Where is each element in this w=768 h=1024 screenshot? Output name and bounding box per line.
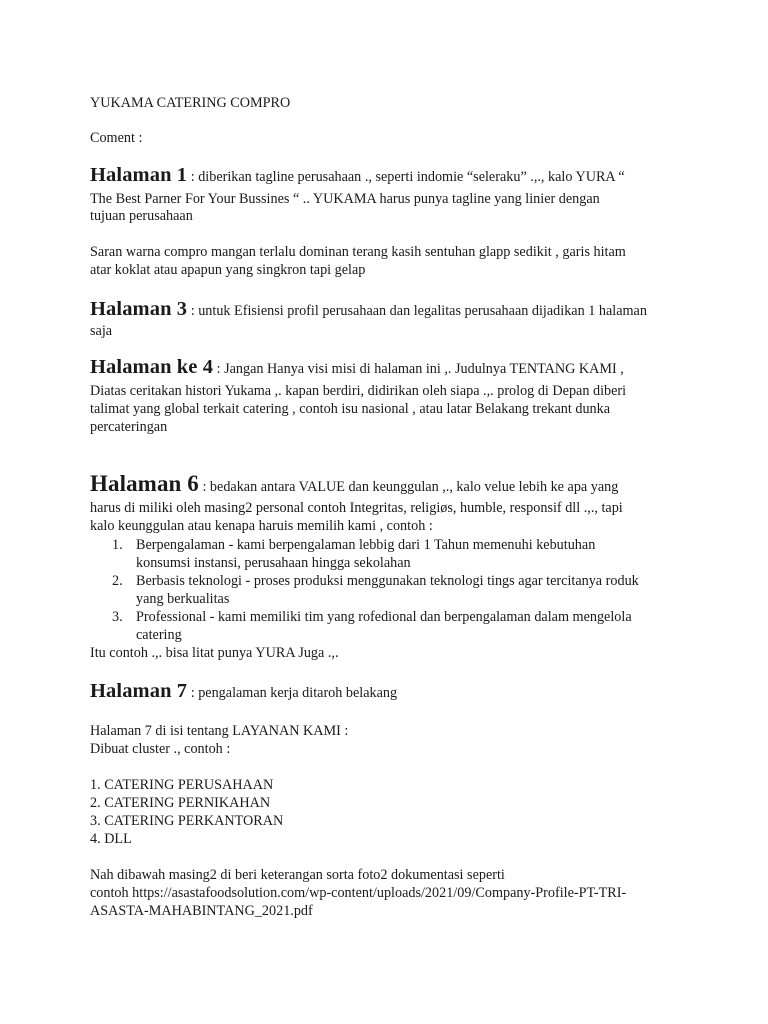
halaman-6-text: : bedakan antara VALUE dan keunggulan ,., kalo velue lebih ke apa yang [198,479,619,495]
list-item-line-1: Professional - kami memiliki tim yang rofedional dan berpengalaman dalam mengelola [136,609,632,625]
halaman-7-heading: Halaman 7 [90,680,188,702]
halaman-4-heading: Halaman ke 4 [90,356,214,378]
saran-line-1: Saran warna compro mangan terlalu dominan terang kasih sentuhan glapp sedikit , garis hitam [90,244,626,260]
halaman-6-heading: Halaman 6 [90,471,199,496]
halaman-6-after: Itu contoh .,. bisa litat punya YURA Juga .,. [90,645,339,661]
footer-line-3: ASASTA-MAHABINTANG_2021.pdf [90,903,313,919]
layanan-list-item: 1. CATERING PERUSAHAAN [90,777,274,793]
halaman-3-line-2: saja [90,323,113,339]
layanan-list-item: 3. CATERING PERKANTORAN [90,813,284,829]
list-item-line-1: Berbasis teknologi - proses produksi menggunakan teknologi tings agar tercitanya roduk [136,573,639,589]
layanan-list-item: 4. DLL [90,831,132,847]
list-item-line-2: yang berkualitas [136,591,230,607]
halaman-1-text: : diberikan tagline perusahaan ., seperti indomie “seleraku” .,., kalo YURA “ [187,169,625,185]
halaman-7-line-1 [90,680,398,702]
halaman-6-line-1 [90,471,619,496]
list-item-number: 2. [112,573,123,589]
list-item-number: 1. [112,537,123,553]
list-item-line-2: konsumsi instansi, perusahaan hingga sekolahan [136,555,411,571]
list-item-line-1: Berpengalaman - kami berpengalaman lebbig dari 1 Tahun memenuhi kebutuhan [136,537,596,553]
halaman-3-line-1 [90,298,647,320]
list-item-number: 3. [112,609,123,625]
halaman-4-line-3: talimat yang global terkait catering , contoh isu nasional , atau latar Belakang trekant dunka [90,401,611,417]
saran-line-2: atar koklat atau apapun yang singkron tapi gelap [90,262,366,278]
halaman-6-line-2: harus di miliki oleh masing2 personal contoh Integritas, religiøs, humble, responsif dll .,., tapi [90,500,623,516]
list-item-line-2: catering [136,627,182,643]
halaman-1-line-3: tujuan perusahaan [90,208,193,224]
layanan-line-1: Halaman 7 di isi tentang LAYANAN KAMI : [90,723,349,739]
footer-line-2: contoh https://asastafoodsolution.com/wp-content/uploads/2021/09/Company-Profile-PT-TRI- [90,885,627,901]
halaman-7-text: : pengalaman kerja ditaroh belakang [187,685,398,701]
document-title: YUKAMA CATERING COMPRO [90,95,291,111]
footer-line-1: Nah dibawah masing2 di beri keterangan sorta foto2 dokumentasi seperti [90,867,505,883]
halaman-3-heading: Halaman 3 [90,298,188,320]
halaman-1-heading: Halaman 1 [90,164,188,186]
comment-label: Coment : [90,130,143,146]
halaman-1-line-2: The Best Parner For Your Bussines “ .. YUKAMA harus punya tagline yang linier dengan [90,191,600,207]
layanan-line-2: Dibuat cluster ., contoh : [90,741,231,757]
halaman-4-line-2: Diatas ceritakan histori Yukama ,. kapan berdiri, didirikan oleh siapa .,. prolog di Depan diberi [90,383,627,399]
halaman-6-line-3: kalo keunggulan atau kenapa haruis memilih kami , contoh : [90,518,433,534]
halaman-4-text: : Jangan Hanya visi misi di halaman ini ,. Judulnya TENTANG KAMI , [213,361,624,377]
halaman-4-line-4: percateringan [90,419,168,435]
halaman-4-line-1 [90,356,624,378]
halaman-3-text: : untuk Efisiensi profil perusahaan dan legalitas perusahaan dijadikan 1 halaman [187,303,647,319]
halaman-1-line-1 [90,164,625,186]
layanan-list-item: 2. CATERING PERNIKAHAN [90,795,271,811]
